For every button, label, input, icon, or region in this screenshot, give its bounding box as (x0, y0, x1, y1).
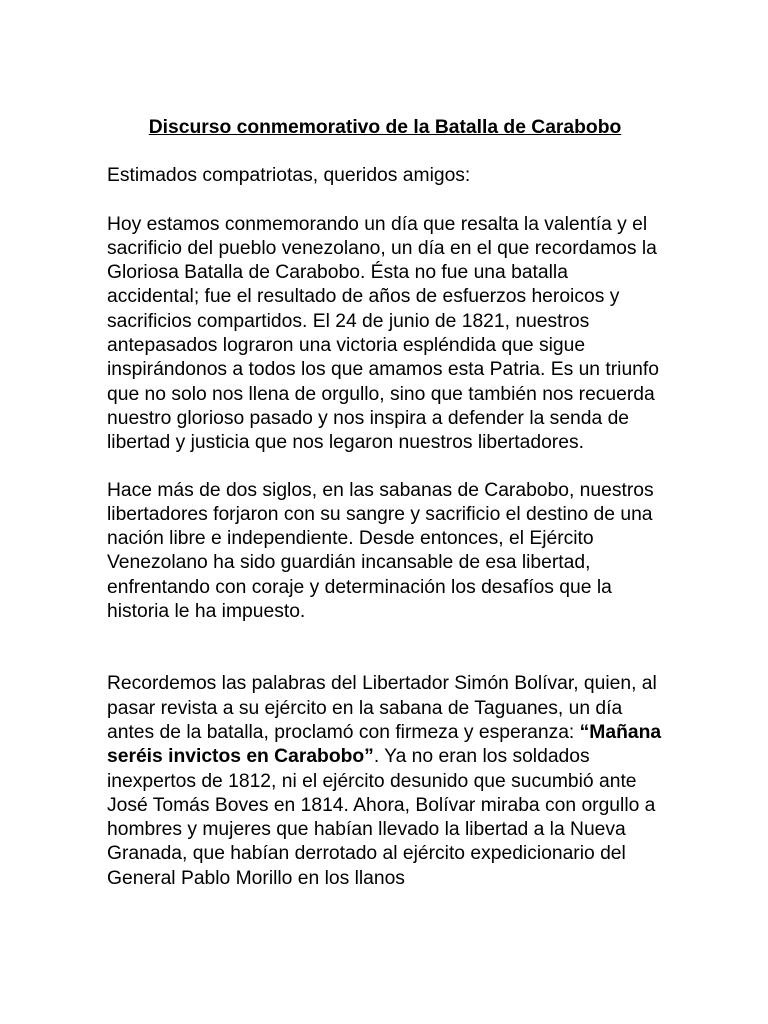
paragraph-3-intro: Recordemos las palabras del Libertador Simón Bolívar, quien, al pasar revista a su ejército en la sabana de Taguanes, un día antes de la batalla, proclamó con firmeza y esperanza: (107, 673, 657, 743)
paragraph-1: Hoy estamos conmemorando un día que resalta la valentía y el sacrificio del pueblo venezolano, un día en el que recordamos la Gloriosa Batalla de Carabobo. Ésta no fue una batalla accidental; fue el resultado de años de esfuerzos heroicos y sacrificios compartidos. El 24 de junio de 1821, nuestros antepasados lograron una victoria espléndida que sigue inspirándonos a todos los que amamos esta Patria. Es un triunfo que no solo nos llena de orgullo, sino que también nos recuerda nuestro glorioso pasado y nos inspira a defender la senda de libertad y justicia que nos legaron nuestros libertadores. (107, 213, 659, 454)
document-body (107, 116, 663, 891)
greeting: Estimados compatriotas, queridos amigos: (107, 165, 471, 187)
paragraph-2: Hace más de dos siglos, en las sabanas de Carabobo, nuestros libertadores forjaron con su sangre y sacrificio el destino de una nación libre e independiente. Desde entonces, el Ejército Venezolano ha sido guardián incansable de esa libertad, enfrentando con coraje y determinación los desafíos que la historia le ha impuesto. (107, 479, 654, 623)
document-title: Discurso conmemorativo de la Batalla de Carabobo (148, 117, 622, 138)
paragraph-3 (107, 672, 663, 891)
paragraph-3-continuation: . Ya no eran los soldados inexpertos de 1812, ni el ejército desunido que sucumbió ante José Tomás Boves en 1814. Ahora, Bolívar miraba con orgullo a hombres y mujeres que habían llevado la libertad a la Nueva Granada, que habían derrotado al ejército expedicionario del General Pablo Morillo en los llanos (107, 746, 656, 889)
bolivar-quote: “Mañana seréis invictos en Carabobo” (107, 721, 662, 768)
